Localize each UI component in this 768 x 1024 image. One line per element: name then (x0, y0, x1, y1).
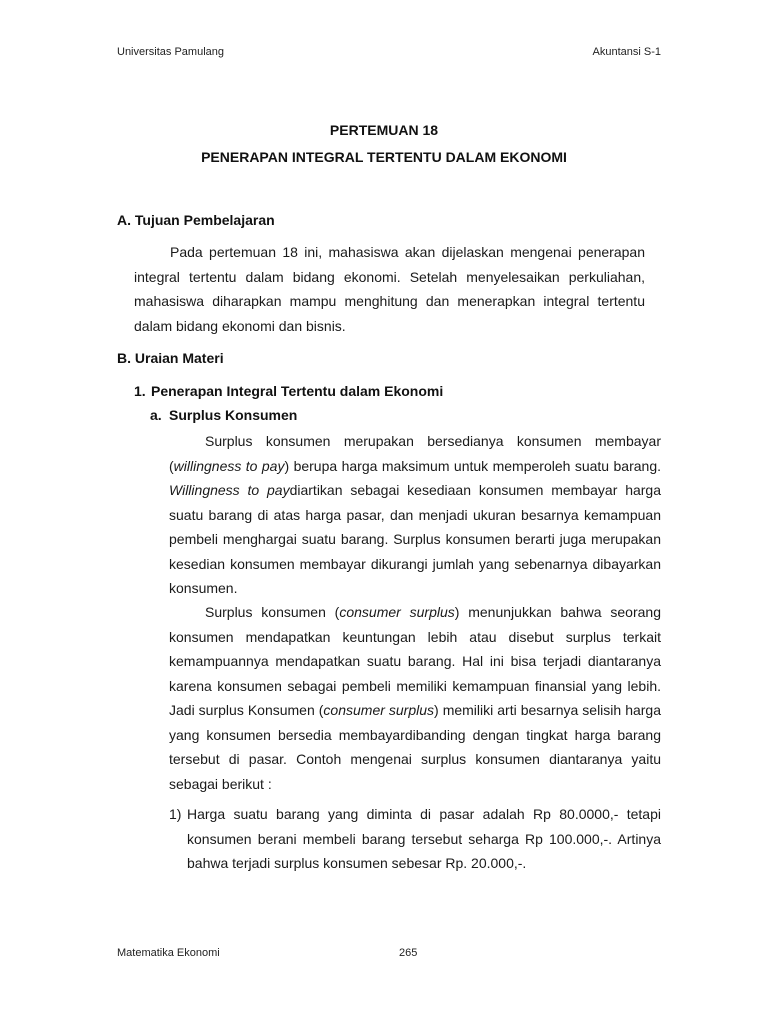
surplus-p1-italic-2: Willingness to pay (169, 482, 290, 498)
header-institution: Universitas Pamulang (117, 46, 224, 58)
surplus-p2-italic-2: consumer surplus (323, 702, 435, 718)
subsection-1-number: 1. (134, 383, 146, 399)
surplus-p2-text-1: Surplus konsumen ( (205, 604, 340, 620)
surplus-p1-text-2: ) berupa harga maksimum untuk memperoleh suatu barang. (284, 457, 662, 474)
list-item-number: 1) (169, 806, 182, 822)
list-item (169, 802, 661, 876)
subsection-a-number: a. (150, 407, 162, 423)
page-number: 265 (399, 947, 418, 959)
surplus-paragraph-2 (169, 600, 661, 796)
header-program: Akuntansi S-1 (592, 46, 661, 58)
surplus-p2-text-3: ) memiliki arti besarnya selisih harga yang konsumen bersedia membayardibanding dengan tingkat harga barang tersebut di pasar. Contoh mengenai surplus konsumen diantaranya yaitu sebagai berikut : (169, 702, 661, 792)
running-footer (117, 947, 661, 959)
footer-course: Matematika Ekonomi (117, 947, 220, 959)
chapter-title: PENERAPAN INTEGRAL TERTENTU DALAM EKONOMI (201, 149, 567, 165)
subsection-a-heading (150, 407, 297, 423)
surplus-p1-italic-1: willingness to pay (173, 457, 285, 474)
list-item-text: Harga suatu barang yang diminta di pasar adalah Rp 80.0000,- tetapi konsumen berani membeli barang tersebut seharga Rp 100.000,-. Artinya bahwa terjadi surplus konsumen sebesar Rp. 20.000,-. (187, 806, 661, 871)
section-a-heading: A. Tujuan Pembelajaran (117, 212, 275, 228)
surplus-p2-italic-1: consumer surplus (339, 604, 455, 620)
surplus-paragraph-1 (169, 429, 661, 601)
subsection-1-title: Penerapan Integral Tertentu dalam Ekonomi (151, 383, 444, 399)
subsection-a-title: Surplus Konsumen (169, 407, 298, 423)
surplus-p1-text-1: Surplus konsumen merupakan bersedianya konsumen membayar ( (169, 433, 661, 474)
surplus-p1-text-3: diartikan sebagai kesediaan konsumen membayar harga suatu barang di atas harga pasar, dan menjadi ukuran besarnya kemampuan pembeli menghargai suatu barang. Surplus konsumen berarti juga merupakan kesedian konsumen membayar dikurangi jumlah yang sebenarnya dibayarkan konsumen. (169, 482, 661, 596)
running-header (117, 46, 661, 58)
surplus-p2-text-2: ) menunjukkan bahwa seorang konsumen mendapatkan keuntungan lebih atau disebut surplus terkait kemampuannya mendapatkan suatu barang. Hal ini bisa terjadi diantaranya karena konsumen sebagai pembeli memiliki kemampuan finansial yang lebih. Jadi surplus Konsumen ( (169, 604, 661, 718)
section-a-paragraph: Pada pertemuan 18 ini, mahasiswa akan dijelaskan mengenai penerapan integral tertentu dalam bidang ekonomi. Setelah menyelesaikan perkuliahan, mahasiswa diharapkan mampu menghitung dan menerapkan integral tertentu dalam bidang ekonomi dan bisnis. (134, 244, 645, 334)
meeting-title: PERTEMUAN 18 (329, 122, 439, 138)
subsection-1-heading (134, 383, 443, 399)
section-b-heading: B. Uraian Materi (117, 350, 224, 366)
